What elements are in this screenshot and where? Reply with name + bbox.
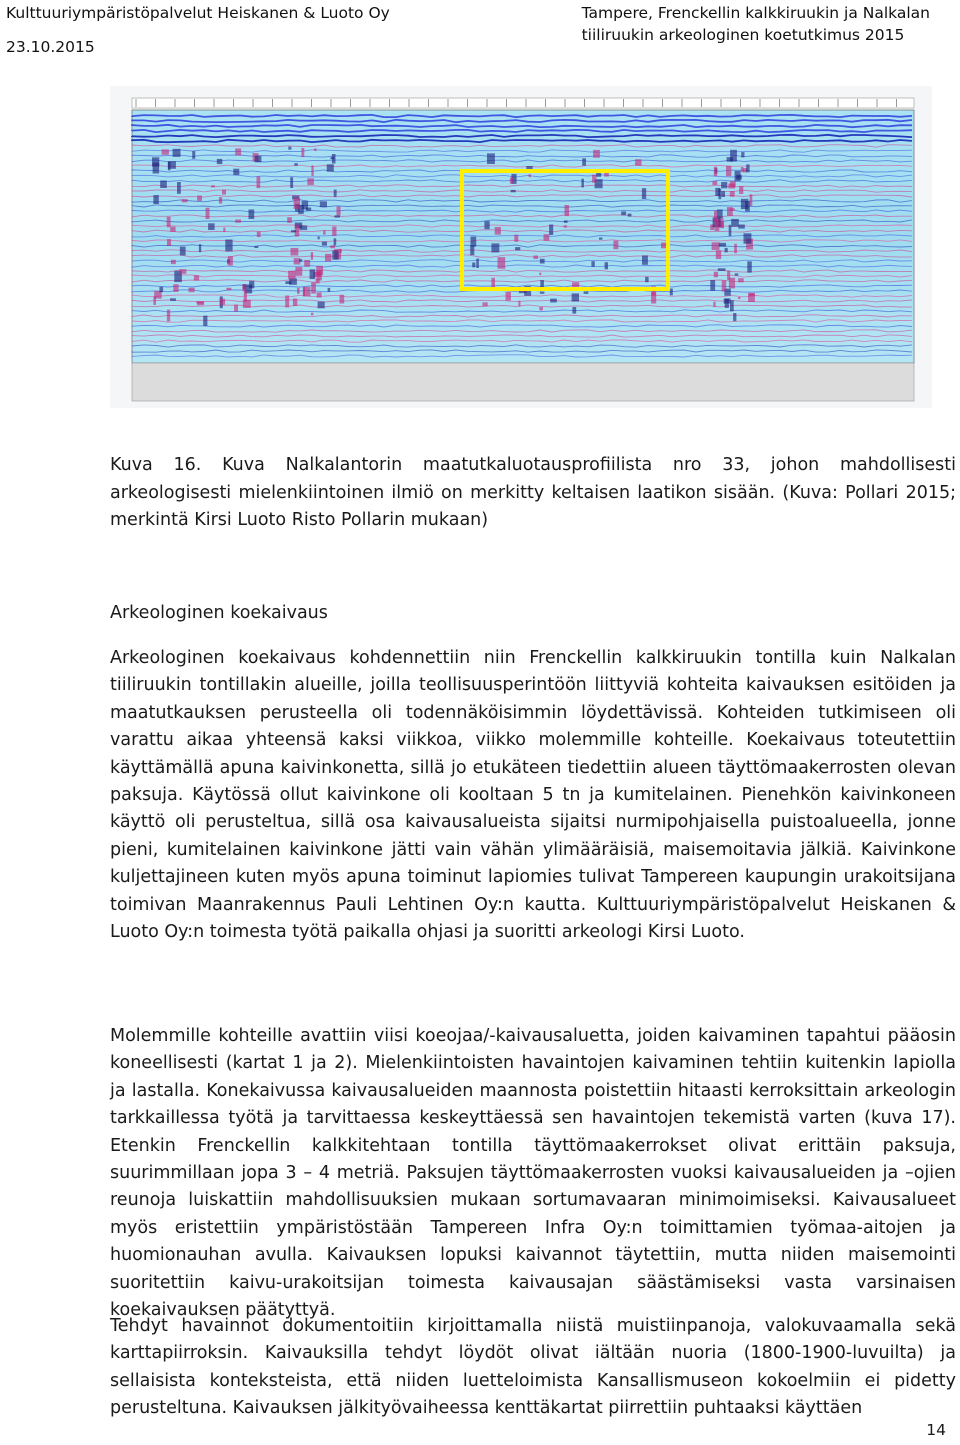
header-project-line-2: tiiliruukin arkeologinen koetutkimus 2015 xyxy=(581,26,905,44)
gpr-profile-image xyxy=(110,86,932,408)
paragraph-3: Tehdyt havainnot dokumentoitiin kirjoittamalla niistä muistiinpanoja, valokuvaamalla sekä karttapiirroksin. Kaivauksilla tehdyt löydöt olivat iältään nuoria (1800-1900-luvuilta) ja sellaisista konteksteista, että niiden luetteloimista Kansallismuseon kokoelmiin ei pidetty perusteltuna. Kaivauksen jälkityövaiheessa kenttäkartat piirrettiin puhtaaksi käyttäen xyxy=(110,1316,956,1419)
gpr-profile-figure xyxy=(110,86,932,408)
paragraph-2: Molemmille kohteille avattiin viisi koeojaa/-kaivausaluetta, joiden kaivaminen tapahtui pääosin koneellisesti (kartat 1 ja 2). Mielenkiintoisten havaintojen kaivaminen tehtiin kuitenkin lapiolla ja lastalla. Konekaivussa kaivausalueiden maannosta poistettiin hitaasti kerroksittain arkeologin tarkkaillessa työtä ja tarvittaessa keskeyttäessä sen havaintojen tekemistä varten (kuva 17). Etenkin Frenckellin kalkkitehtaan tontilla täyttömaakerrokset olivat erittäin paksuja, suurimmillaan jopa 3 – 4 metriä. Paksujen täyttömaakerrosten vuoksi kaivausalueiden ja –ojien reunoja luiskattiin mahdollisuuksien mukaan sortumavaaran minimoimiseksi. Kaivausalueet myös eristettiin ympäristöstään Tampereen Infra Oy:n toimittamien työmaa-aitojen ja huomionauhan avulla. Kaivauksen lopuksi kaivannot täytettiin, mutta niiden maisemointi suoritettiin kaivu-urakoitsijan toimesta kaivausajan säästämiseksi vasta varsinaisen koekaivauksen päätyttyä. xyxy=(110,1026,956,1321)
paragraph-1: Arkeologinen koekaivaus kohdennettiin niin Frenckellin kalkkiruukin tontilla kuin Nalkalan tiiliruukin tontillakin alueille, joilla teollisuusperintöön liittyviä kohteita kaivauksen esitöiden ja maatutkauksen perusteella oli todennäköisimmin löydettävissä. Kohteiden tutkimiseen oli varattu aikaa yhteensä kaksi viikkoa, viikko molemmille kohteille. Koekaivaus toteutettiin käyttämällä apuna kaivinkonetta, sillä jo etukäteen tiedettiin alueen täyttömaakerrosten olevan paksuja. Käytössä ollut kaivinkone oli kooltaan 5 tn ja kumitelainen. Pienehkön kaivinkoneen käyttö oli perusteltua, sillä osa kaivausalueista sijaitsi nurmipohjaisella puistoalueella, jonne pieni, kumitelainen kaivinkone jätti vain vähän ylimääräisiä, maisemoitavia jälkiä. Kaivinkone kuljettajineen kuten myös apuna toiminut lapiomies tulivat Tampereen kaupungin urakoitsijana toimivan Maanrakennus Pauli Lehtinen Oy:n kautta. Kulttuuriympäristöpalvelut Heiskanen & Luoto Oy:n toimesta työtä paikalla ohjasi ja suoritti arkeologi Kirsi Luoto. xyxy=(110,648,956,943)
header-project-line-1: Tampere, Frenckellin kalkkiruukin ja Nalkalan xyxy=(581,4,930,22)
figure-caption: Kuva 16. Kuva Nalkalantorin maatutkaluotausprofiilista nro 33, johon mahdollisesti arkeologisesti mielenkiintoinen ilmiö on merkitty keltaisen laatikon sisään. (Kuva: Pollari 2015; merkintä Kirsi Luoto Risto Pollarin mukaan) xyxy=(110,455,956,530)
header-project-title xyxy=(582,2,930,46)
section-title: Arkeologinen koekaivaus xyxy=(110,603,328,623)
page-number: 14 xyxy=(926,1421,946,1439)
header-organization: Kulttuuriympäristöpalvelut Heiskanen & Luoto Oy xyxy=(6,4,390,22)
header-date: 23.10.2015 xyxy=(6,38,95,56)
